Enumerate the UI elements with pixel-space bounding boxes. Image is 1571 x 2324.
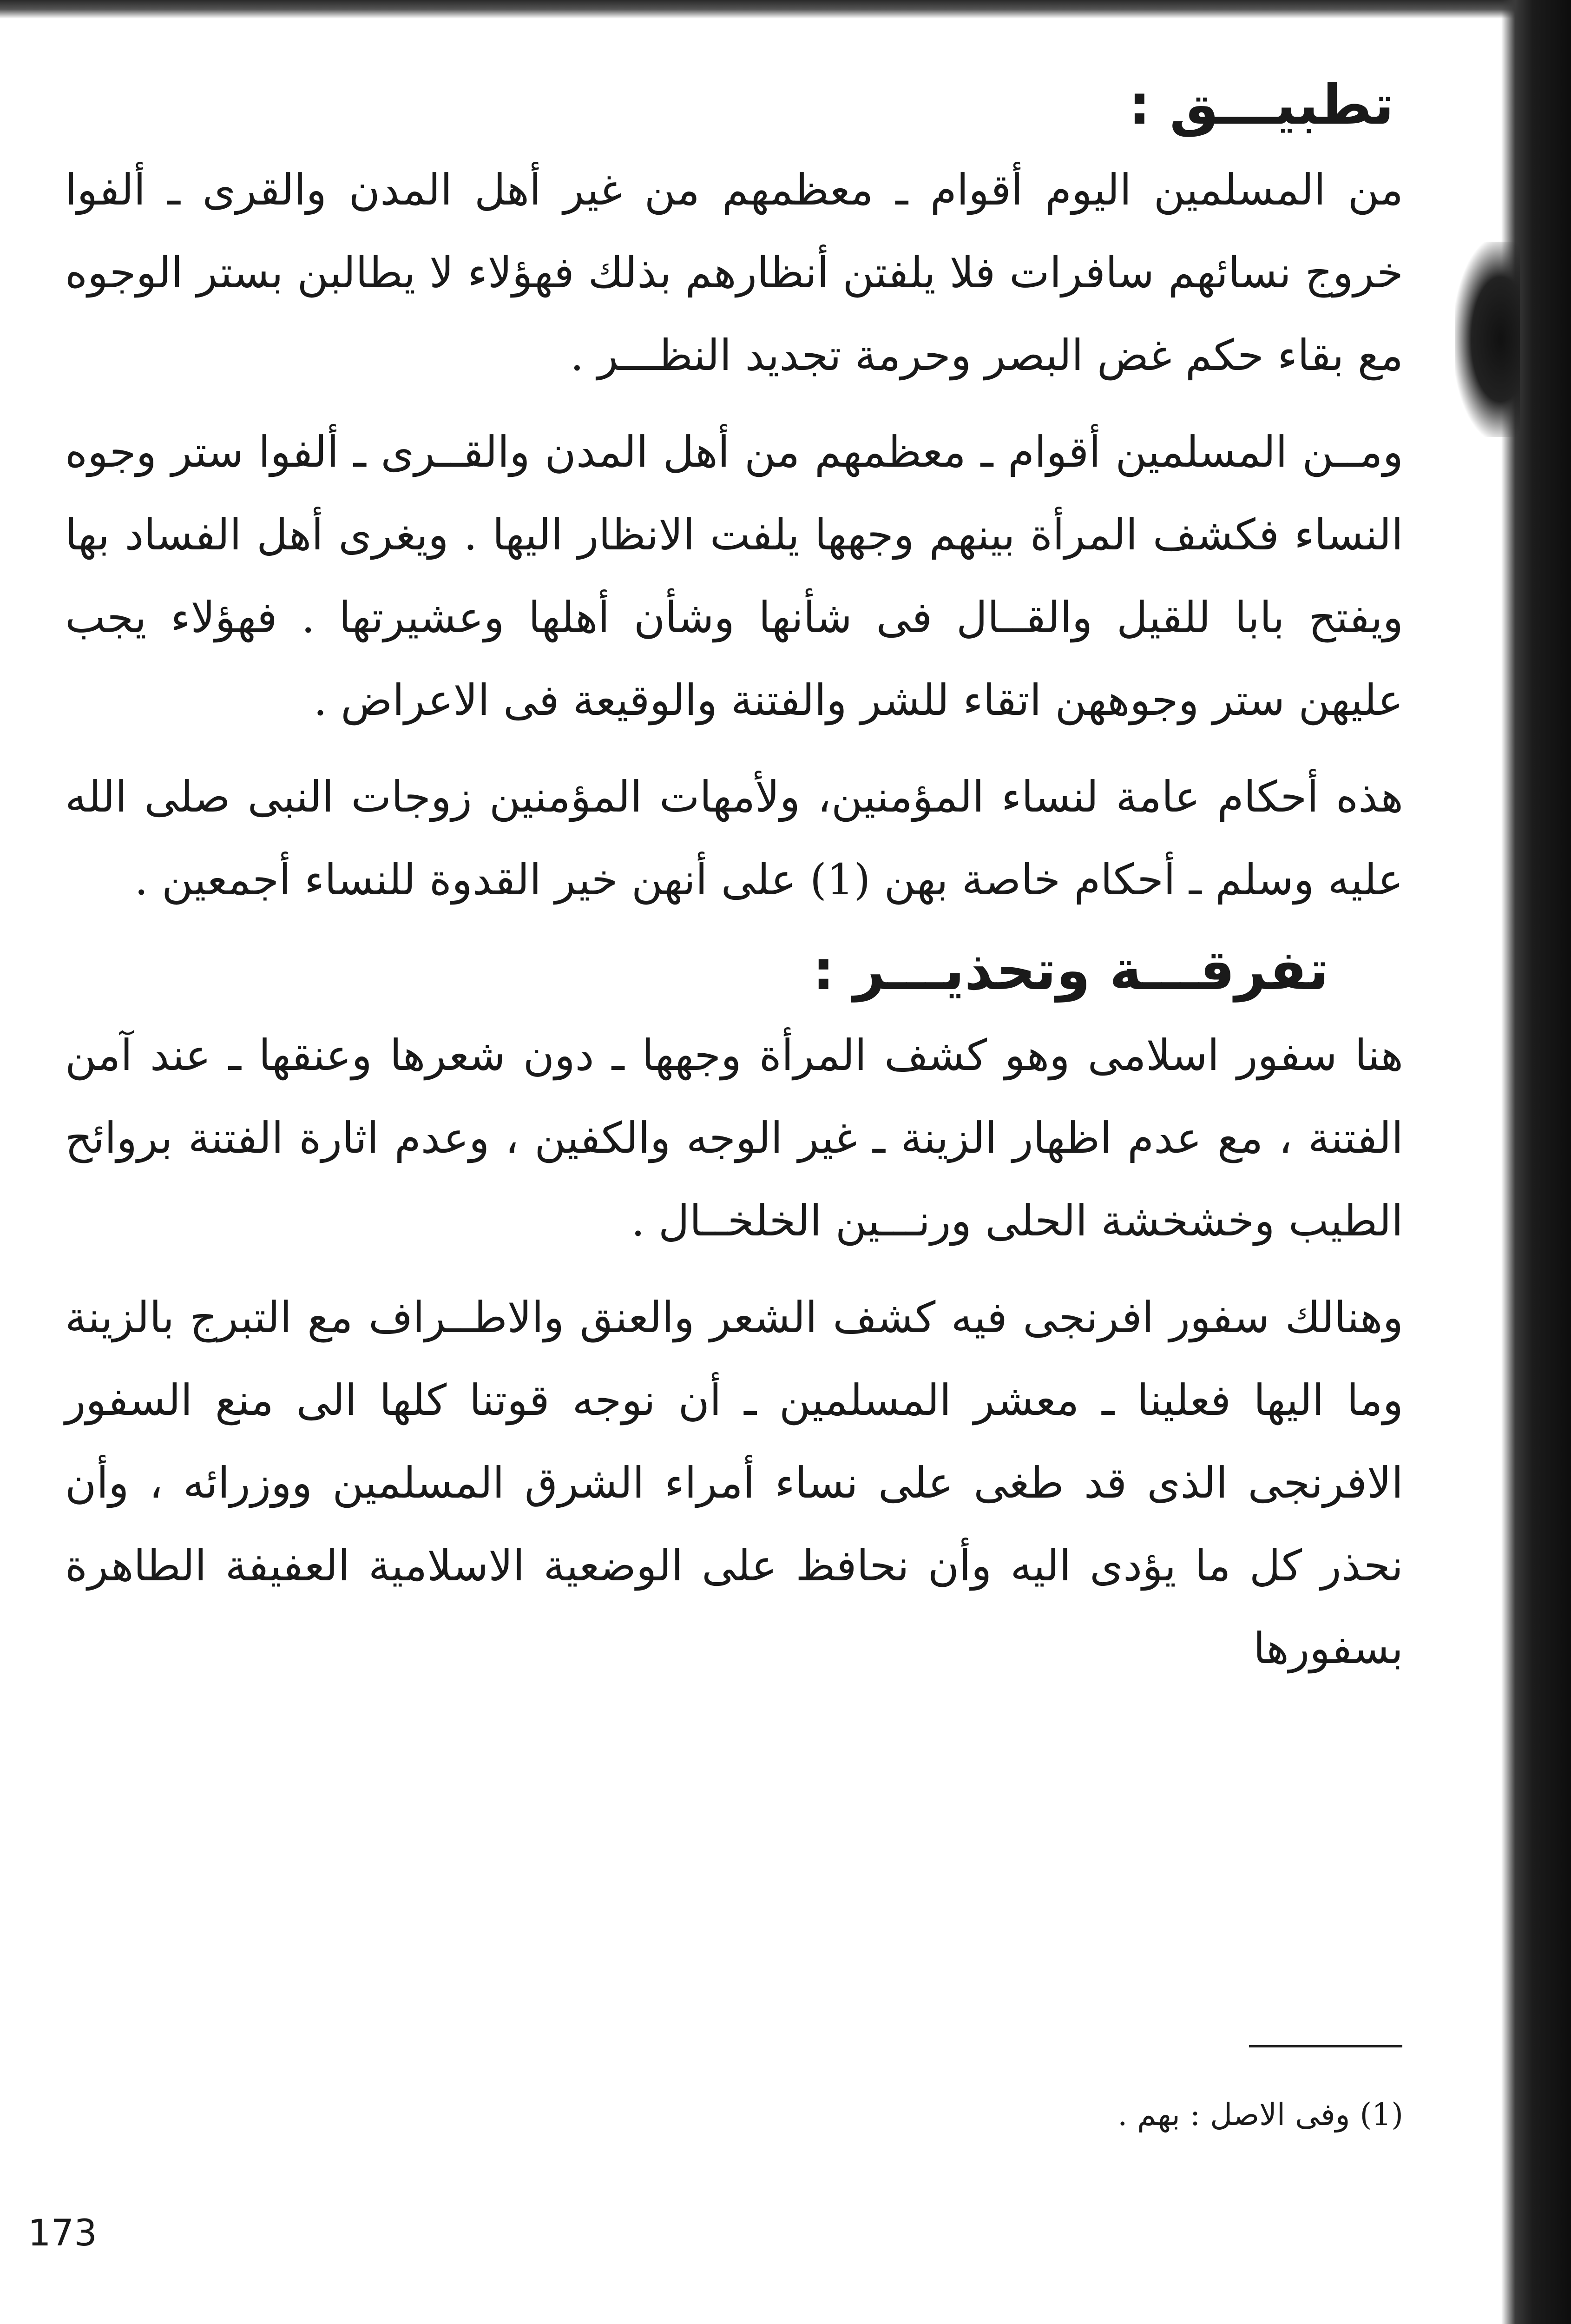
paragraph-2: ومــن المسلمين أقوام ـ معظمهم من أهل المدن والقــرى ـ ألفوا ستر وجوه النساء فكشف المرأة بينهم وجهها يلفت الانظار اليها . ويغرى أهل الفساد بها ويفتح بابا للقيل والقــال فى شأنها وشأن أهلها وعشيرتها . فهؤلاء يجب عليهن ستر وجوههن اتقاء للشر والفتنة والوقيعة فى الاعراض .: [65, 427, 1403, 725]
book-page: [65, 70, 1403, 2254]
paragraph-5: وهنالك سفور افرنجى فيه كشف الشعر والعنق والاطــراف مع التبرج بالزينة وما اليها فعلينا ـ معشر المسلمين ـ أن نوجه قوتنا كلها الى منع السفور الافرنجى الذى قد طغى على نساء أمراء الشرق المسلمين ووزرائه ، وأن نحذر كل ما يؤدى اليه وأن نحافظ على الوضعية الاسلامية العفيفة الطاهرة بسفورها: [65, 1293, 1403, 1673]
page-number: 173: [28, 2212, 97, 2254]
section-heading-application: تطبيـــق :: [1128, 73, 1394, 137]
footnote-divider: [1249, 2045, 1402, 2047]
section-heading-distinction: تفرقـــة وتحذيـــر :: [812, 938, 1329, 1002]
paragraph-1: من المسلمين اليوم أقوام ـ معظمهم من غير أهل المدن والقرى ـ ألفوا خروج نسائهم سافرات فلا يلفتن أنظارهم بذلك فهؤلاء لا يطالبن بستر الوجوه مع بقاء حكم غض البصر وحرمة تجديد النظـــر .: [65, 165, 1403, 380]
scan-edge-top: [0, 0, 1571, 19]
footnote: (1) وفى الاصل : بهم .: [1117, 2097, 1403, 2133]
paragraph-4: هنا سفور اسلامى وهو كشف المرأة وجهها ـ دون شعرها وعنقها ـ عند آمن الفتنة ، مع عدم اظهار الزينة ـ غير الوجه والكفين ، وعدم اثارة الفتنة بروائح الطيب وخشخشة الحلى ورنـــين الخلخــال .: [65, 1030, 1404, 1246]
paragraph-3: هذه أحكام عامة لنساء المؤمنين، ولأمهات المؤمنين زوجات النبى صلى الله عليه وسلم ـ أحكام خاصة بهن (1) على أنهن خير القدوة للنساء أجمعين .: [65, 772, 1403, 905]
scan-edge-blot: [1455, 242, 1520, 437]
